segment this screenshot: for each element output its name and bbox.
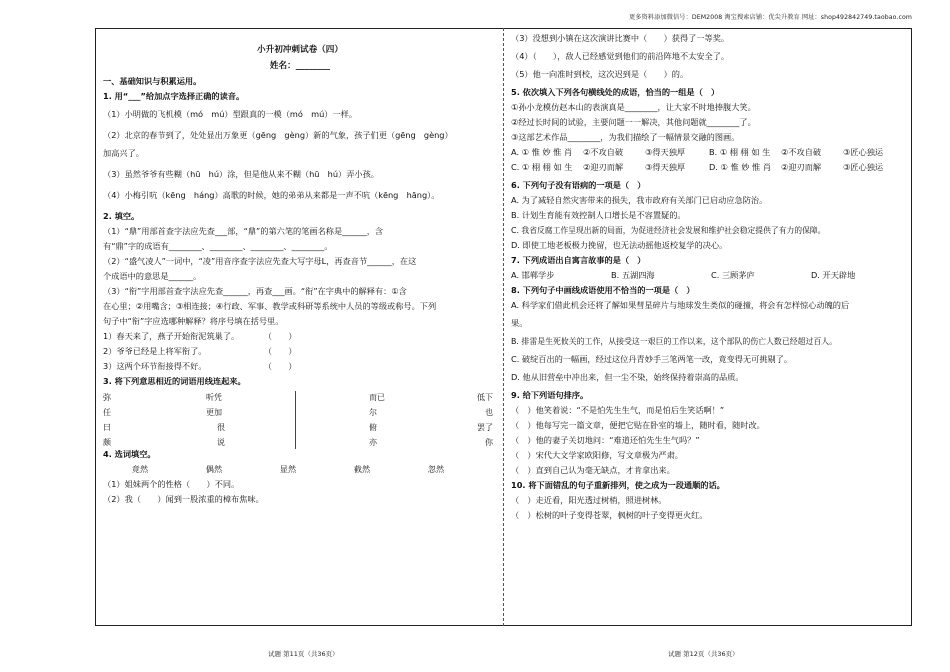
q6-option: C. 我省反腐工作呈现出新的局面，为促进经济社会发展和维护社会稳定提供了有力的保障。 (511, 226, 826, 235)
q9-sentence: （ ）他每写完一篇文章，便把它贴在卧室的墙上，随时看，随时改。 (511, 420, 765, 430)
q1-item: （2）北京的春节到了，处处显出万象更（gēng gèng）新的气象，孩子们更（gēng gèng） (103, 130, 453, 140)
page-footer-right: 试题 第12页（共36页） (668, 650, 739, 658)
q5-line: ②经过长时间的试验，主要问题一一解决，其他问题就________了。 (511, 117, 756, 127)
match-word: 听凭 (206, 393, 222, 402)
matching-grid (103, 389, 497, 449)
option: ③匠心独运 (843, 162, 884, 172)
question-3-stem: 3. 将下列意思相近的词语用线连起来。 (103, 376, 246, 386)
question-1-stem: 1. 用“___”给加点字选择正确的读音。 (103, 91, 245, 101)
question-8-stem: 8. 下列句子中画线成语使用不恰当的一项是（ ） (511, 285, 695, 295)
word-bank (103, 464, 473, 475)
q10-sentence: （ ）松树的叶子变得苍翠，枫树的叶子变得更火红。 (511, 510, 708, 520)
match-word: 而已 (369, 393, 385, 402)
q2-line: 句子中“衔”字应选哪种解释？将序号填在括号里。 (103, 316, 284, 326)
word-bank-item: 竟然 (131, 464, 149, 474)
option: B. ① 栩 栩 如 生 (709, 147, 771, 157)
q2-line: 有“鼎”字的成语有________、________、________、________。 (103, 241, 333, 251)
q8-option: 果。 (511, 318, 528, 328)
q2-line: 个成语中的意思是______。 (103, 271, 202, 281)
column-divider (503, 28, 504, 626)
right-column (511, 33, 907, 521)
q5-options-row (511, 147, 907, 158)
option: ③得天独厚 (645, 162, 686, 172)
match-word: 很 (217, 423, 225, 432)
option: C. 三顾茅庐 (711, 270, 755, 280)
q5-options-row (511, 162, 907, 173)
q5-line: ①孙小龙模仿赵本山的表演真是________，让大家不时地捧腹大笑。 (511, 102, 756, 112)
question-6-stem: 6. 下列句子没有语病的一项是（ ） (511, 180, 646, 190)
option: ②迎刃而解 (781, 162, 822, 172)
q2-line: （1）“鼎”用部首查字法应先查___部，“鼎”的第六笔的笔画名称是______，含 (103, 226, 384, 236)
section-heading: 一、基础知识与积累运用。 (103, 76, 202, 86)
option: B. 五湖四海 (611, 270, 655, 280)
left-column (103, 33, 497, 505)
match-word: 也 (485, 408, 493, 417)
match-word: 俯 (369, 423, 377, 432)
q9-sentence: （ ）宋代大文学家欧阳修，写文章极为严肃。 (511, 450, 683, 460)
match-word: 亦 (369, 438, 377, 447)
q2-line: 3）这两个环节衔接得不好。 （ ） (103, 361, 297, 371)
word-bank-item: 显然 (279, 464, 297, 474)
q1-item: （4）小梅引吭（kēng háng）高歌的时候，她的弟弟从来都是一声不吭（kēng hāng）。 (103, 190, 440, 200)
question-9-stem: 9. 给下列语句排序。 (511, 390, 589, 400)
match-word: 尔 (369, 408, 377, 417)
question-4-stem: 4. 选词填空。 (103, 449, 156, 459)
q6-option: B. 计划生育能有效控制人口增长是不容置疑的。 (511, 210, 686, 220)
q10-sentence: （ ）走近看，阳光透过树梢，照进树林。 (511, 495, 667, 505)
q9-sentence: （ ）他笑着说：“不是怕先生生气，而是怕后生笑话啊！” (511, 405, 725, 415)
option: A. 邯郸学步 (511, 270, 555, 280)
question-2-stem: 2. 填空。 (103, 211, 140, 221)
match-word: 曰 (103, 423, 111, 432)
option: ②不攻自破 (583, 147, 624, 157)
question-5-stem: 5. 依次填入下列各句横线处的成语，恰当的一组是（ ） (511, 87, 720, 97)
match-word: 弥 (103, 393, 111, 402)
match-divider-line (295, 391, 296, 449)
question-10-stem: 10. 将下面错乱的句子重新排列，使之成为一段通顺的话。 (511, 480, 725, 490)
option: D. 开天辟地 (811, 270, 856, 280)
q1-item: （3）虽然爷爷有些糊（hū hú）涂，但是他从来不糊（hū hú）弄小孩。 (103, 169, 379, 179)
q9-sentence: （ ）他的妻子关切地问：“难道还怕先生生气吗？” (511, 435, 700, 445)
q4-line: （5）他一向准时到校，这次迟到是（ ）的。 (511, 69, 689, 79)
q2-line: （2）“盛气凌人”一词中，“凌”用音序查字法应先查大写字母L，再查音节______，在这 (103, 256, 417, 266)
word-bank-item: 忽然 (427, 464, 445, 474)
q8-option: A. 科学家们借此机会还将了解如果彗星碎片与地球发生类似的碰撞，将会有怎样惊心动魄的后 (511, 300, 850, 310)
option: ③匠心独运 (843, 147, 884, 157)
q2-line: （3）“衔”字用部首查字法应先查______，再查___画。“衔”在字典中的解释有：①含 (103, 286, 407, 296)
option: A. ① 惟 妙 惟 肖 (511, 147, 573, 157)
q4-line: （1）姐妹两个的性格（ ）不同。 (103, 479, 240, 489)
match-word: 说 (217, 438, 225, 447)
q9-sentence: （ ）直到自己认为毫无缺点，才肯拿出来。 (511, 465, 675, 475)
word-bank-item: 偶然 (205, 464, 223, 474)
q6-option: A. 为了减轻自然灾害带来的损失，我市政府有关部门已启动应急防治。 (511, 195, 768, 205)
match-word: 低下 (477, 393, 493, 402)
option: D. ① 惟 妙 惟 肖 (709, 162, 772, 172)
option: ②迎刃而解 (583, 162, 624, 172)
header-note: 更多资料添加微信号：DEM2008 淘宝搜索店铺：优尖升教育 网址：shop492842749.taobao.com (628, 14, 912, 21)
q2-line: 在心里；②用嘴含；③相连接；④行政、军事、教学或科研等系统中人员的等级或称号。下列 (103, 301, 437, 311)
q2-line: 2）爷爷已经是上将军衔了。 （ ） (103, 346, 297, 356)
match-word: 罢了 (477, 423, 493, 432)
q1-item: （1）小明做的飞机模（mó mú）型跟真的一模（mó mú）一样。 (103, 109, 358, 119)
name-field-label: 姓名：________ (269, 61, 331, 71)
q1-item: 加高兴了。 (103, 148, 144, 158)
option: C. ① 栩 栩 如 生 (511, 162, 573, 172)
q8-option: D. 他从旧营垒中冲出来，但一尘不染，始终保持着崇高的品质。 (511, 372, 744, 382)
question-7-stem: 7. 下列成语出自寓言故事的是（ ） (511, 255, 646, 265)
page-footer-left: 试题 第11页（共36页） (268, 650, 339, 658)
q4-line: （3）没想到小镇在这次演讲比赛中（ ）获得了一等奖。 (511, 33, 730, 43)
q8-option: B. 排雷是生死攸关的工作，从接受这一艰巨的工作以来，这个部队的伤亡人数已经超过百人。 (511, 337, 838, 346)
q8-option: C. 破绽百出的一幅画，经过这位丹青妙手三笔两笔一改，竟变得无可挑剔了。 (511, 354, 793, 364)
exam-title: 小升初冲刺试卷（四） (257, 45, 343, 55)
match-word: 颇 (103, 438, 111, 447)
q5-line: ③这部艺术作品________，为我们描绘了一幅情景交融的图画。 (511, 132, 740, 142)
word-bank-item: 截然 (353, 464, 371, 474)
match-word: 更加 (206, 408, 222, 417)
q4-line: （2）我（ ）闻到一股浓重的樟布焦味。 (103, 494, 264, 504)
q6-option: D. 即使工地老板极力挽留，也无法动摇他返校复学的决心。 (511, 240, 728, 250)
option: ②不攻自破 (781, 147, 822, 157)
q4-line: （4）（ ），敌人已经感觉到他们的前沿阵地不太安全了。 (511, 51, 730, 61)
match-word: 任 (103, 408, 111, 417)
q2-line: 1）春天来了，燕子开始衔泥筑巢了。 （ ） (103, 331, 297, 341)
match-word: 你 (485, 438, 493, 447)
q7-options-row (511, 270, 907, 281)
option: ③得天独厚 (645, 147, 686, 157)
